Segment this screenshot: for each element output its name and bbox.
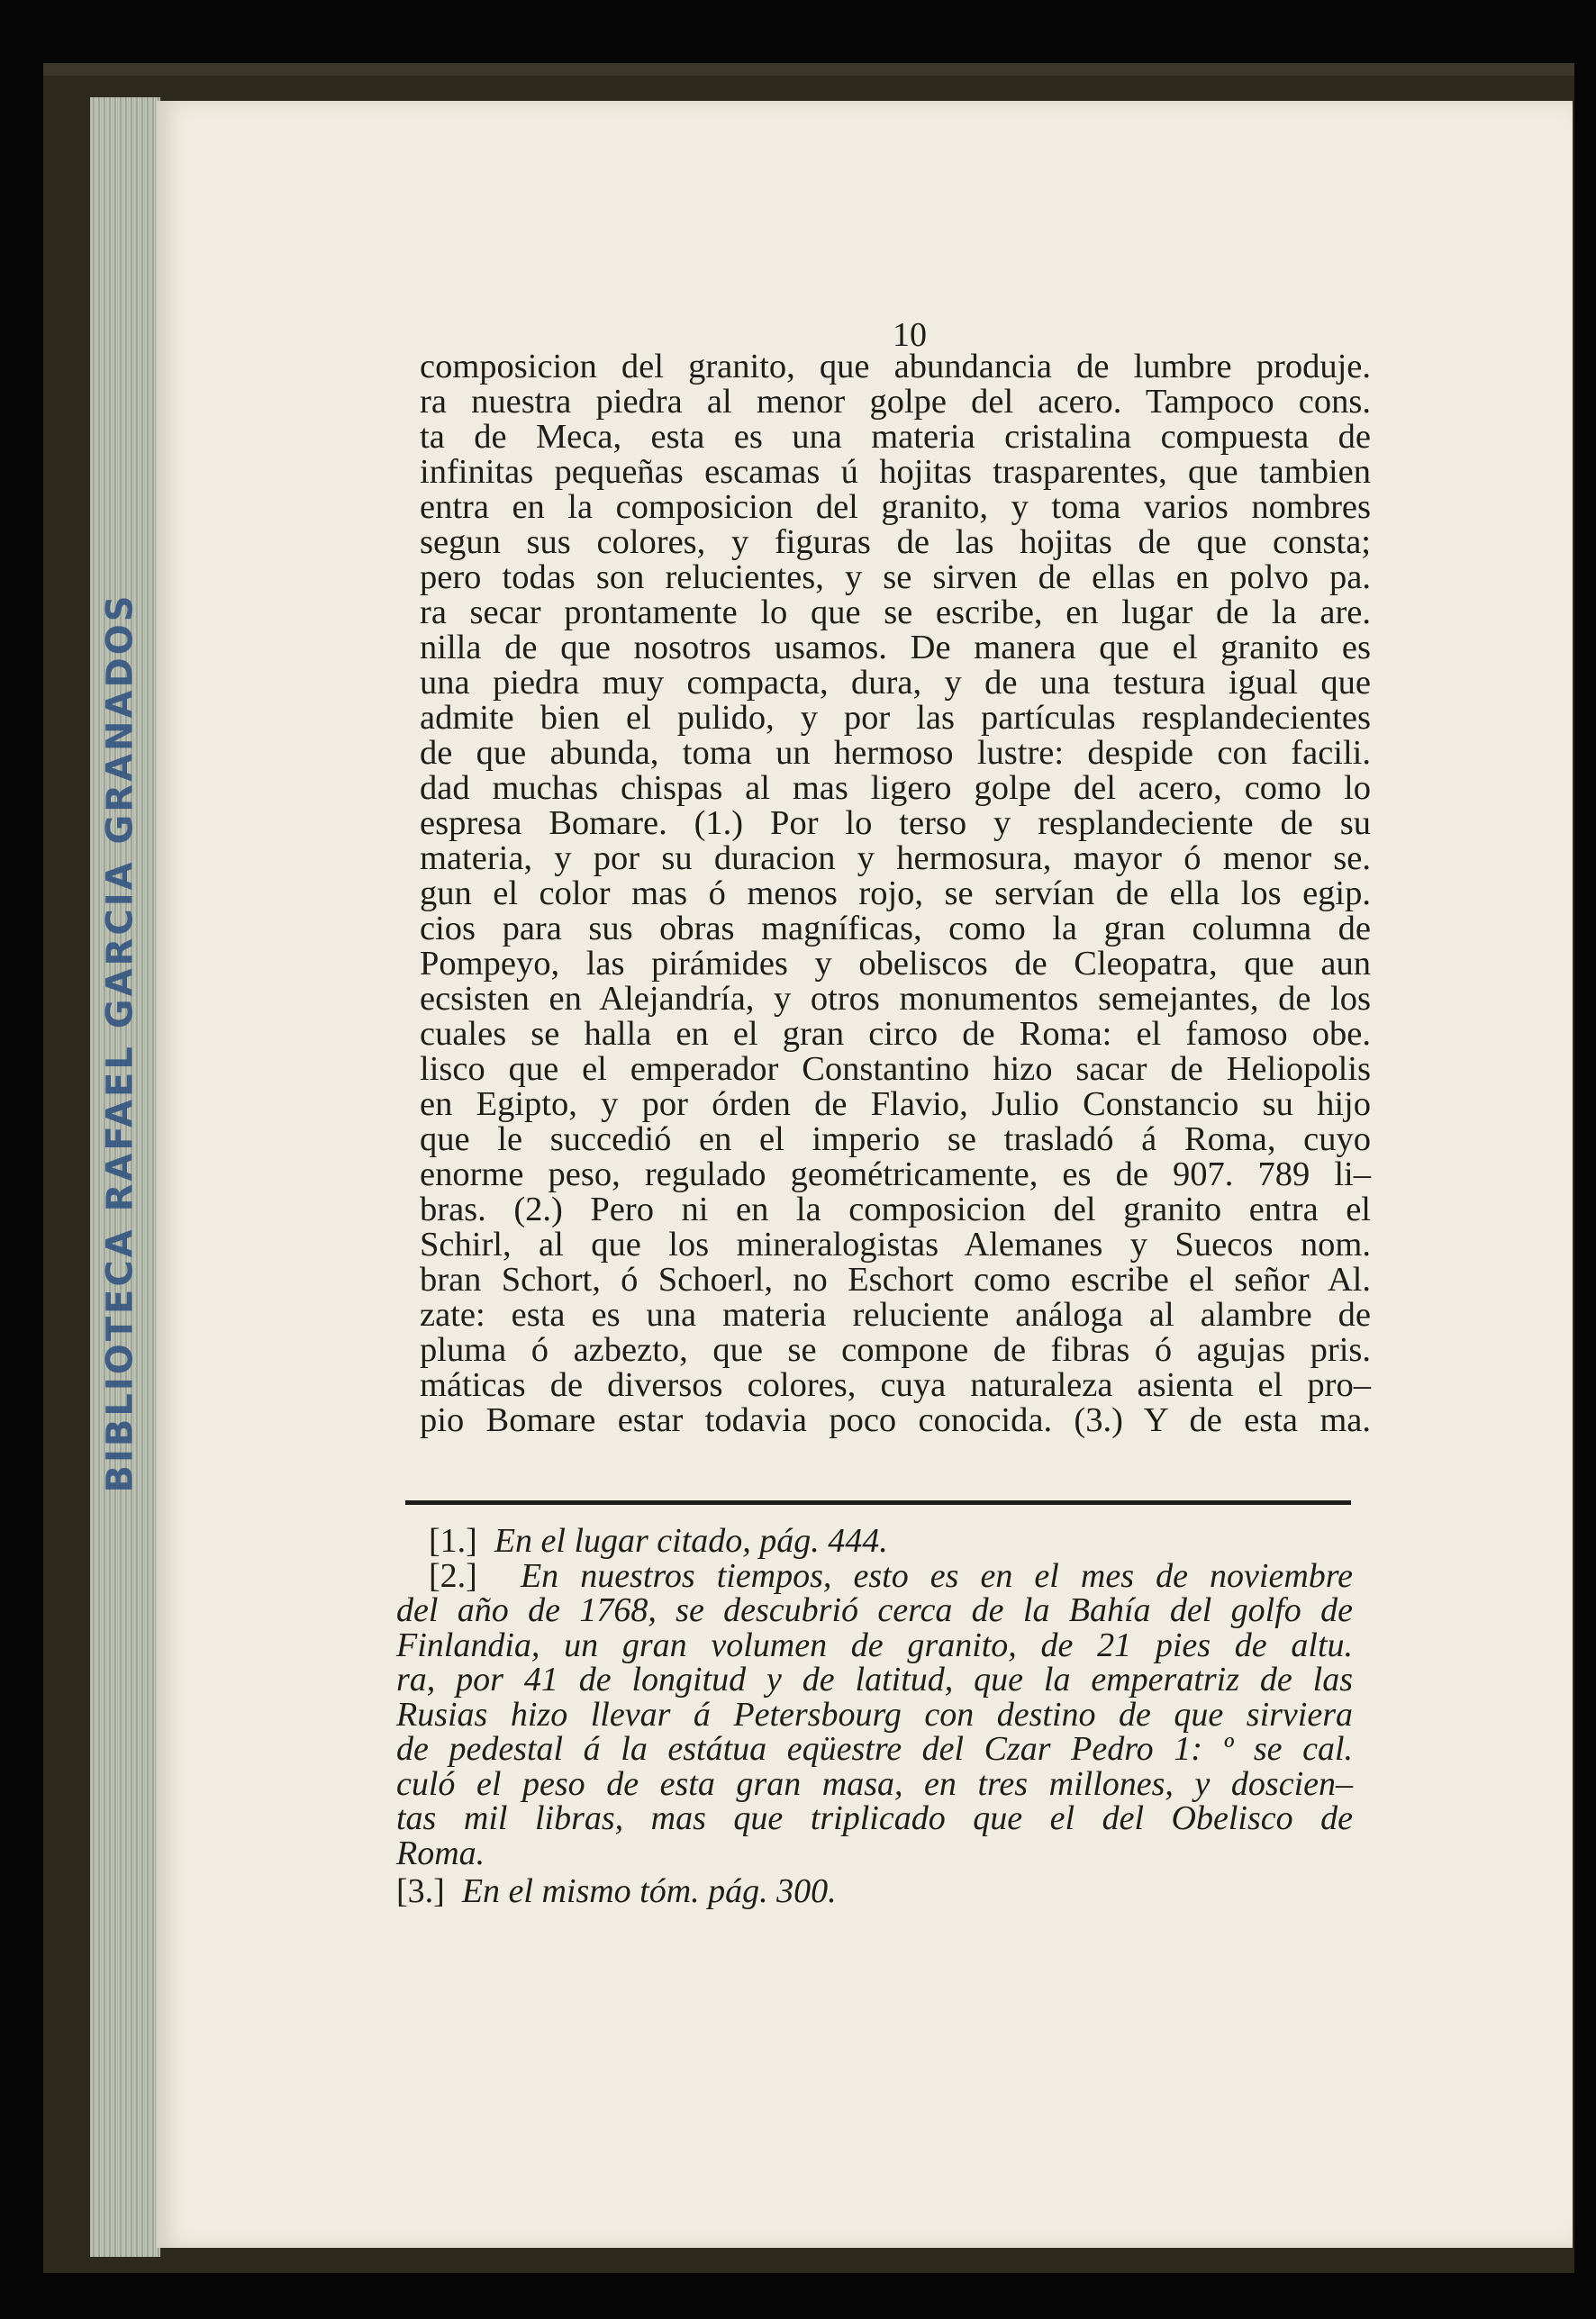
text-line: máticas de diversos colores, cuya naturaleza asienta el pro– — [420, 1366, 1371, 1404]
text-line: de que abunda, toma un hermoso lustre: despide con facili. — [420, 734, 1371, 772]
text-line: Pompeyo, las pirámides y obeliscos de Cleopatra, que aun — [420, 945, 1371, 983]
footnote-2 — [396, 1556, 1354, 1872]
text-line: enorme peso, regulado geométricamente, es de 907. 789 li– — [420, 1155, 1371, 1193]
text-line: Schirl, al que los mineralogistas Alemanes y Suecos nom. — [420, 1226, 1371, 1264]
text-line: materia, y por su duracion y hermosura, mayor ó menor se. — [420, 839, 1371, 877]
text-line: bran Schort, ó Schoerl, no Eschort como escribe el señor Al. — [420, 1261, 1371, 1299]
text-line: lisco que el emperador Constantino hizo sacar de Heliopolis — [420, 1050, 1371, 1088]
page-edges — [90, 97, 160, 2257]
text-line: nilla de que nosotros usamos. De manera que el granito es — [420, 629, 1371, 666]
text-line: infinitas pequeñas escamas ú hojitas trasparentes, que tambien — [420, 453, 1371, 491]
footnotes — [396, 1524, 1353, 1909]
footnote-separator — [405, 1500, 1351, 1505]
text-line: en Egipto, y por órden de Flavio, Julio Constancio su hijo — [420, 1085, 1371, 1123]
text-line: zate: esta es una materia reluciente análoga al alambre de — [420, 1296, 1371, 1334]
text-line: que le succedió en el imperio se trasladó á Roma, cuyo — [420, 1120, 1371, 1158]
footnote-line: Rusias hizo llevar á Petersbourg con destino de que sirviera — [396, 1695, 1353, 1734]
footnote-marker: [1.] — [429, 1522, 477, 1560]
text-line: admite bien el pulido, y por las partículas resplandecientes — [420, 699, 1371, 737]
footnote-line: tas mil libras, mas que triplicado que el del Obelisco de — [396, 1799, 1353, 1837]
footnote-text: En el mismo tóm. pág. 300. — [461, 1872, 837, 1910]
text-line: entra en la composicion del granito, y toma varios nombres — [420, 488, 1371, 526]
text-line: ecsisten en Alejandría, y otros monumentos semejantes, de los — [420, 980, 1371, 1018]
footnote-marker: [3.] — [396, 1872, 445, 1910]
text-line: pluma ó azbezto, que se compone de fibras ó agujas pris. — [420, 1331, 1371, 1369]
text-line: ra nuestra piedra al menor golpe del acero. Tampoco cons. — [420, 383, 1371, 421]
text-line: ra secar prontamente lo que se escribe, en lugar de la are. — [420, 593, 1371, 631]
text-line: pero todas son relucientes, y se sirven de ellas en polvo pa. — [420, 558, 1371, 596]
text-line: espresa Bomare. (1.) Por lo terso y resplandeciente de su — [420, 804, 1371, 842]
text-line: cuales se halla en el gran circo de Roma: el famoso obe. — [420, 1015, 1371, 1053]
text-line: segun sus colores, y figuras de las hojitas de que consta; — [420, 523, 1371, 561]
text-line: pio Bomare estar todavia poco conocida. (3.) Y de esta ma. — [420, 1401, 1371, 1439]
footnote-3 — [396, 1874, 1353, 1909]
footnote-line: Roma. — [396, 1834, 485, 1872]
text-line: cios para sus obras magníficas, como la gran columna de — [420, 910, 1371, 947]
footnote-line: Finlandia, un gran volumen de granito, de 21 pies de altu. — [396, 1626, 1353, 1664]
footnote-1 — [396, 1524, 1353, 1559]
library-stamp: BIBLIOTECA RAFAEL GARCIA GRANADOS — [100, 593, 141, 1493]
body-text — [420, 349, 1371, 1438]
footnote-line: de pedestal á la estátua eqüestre del Czar Pedro 1: º se cal. — [396, 1730, 1353, 1768]
page-number: 10 — [893, 316, 927, 354]
text-line: gun el color mas ó menos rojo, se servían de ella los egip. — [420, 874, 1371, 912]
text-line: dad muchas chispas al mas ligero golpe del acero, como lo — [420, 769, 1371, 807]
text-line: bras. (2.) Pero ni en la composicion del granito entra el — [420, 1191, 1371, 1228]
footnote-line: [2.] En nuestros tiempos, esto es en el mes de noviembre — [429, 1556, 1354, 1595]
footnote-marker: [2.] — [429, 1556, 477, 1595]
footnote-line: del año de 1768, se descubrió cerca de la Bahía del golfo de — [396, 1591, 1353, 1629]
footnote-line: ra, por 41 de longitud y de latitud, que la emperatriz de las — [396, 1661, 1353, 1698]
footnote-text: En el lugar citado, pág. 444. — [494, 1522, 888, 1560]
text-line: ta de Meca, esta es una materia cristalina compuesta de — [420, 418, 1371, 456]
text-line: una piedra muy compacta, dura, y de una testura igual que — [420, 664, 1371, 702]
text-line: composicion del granito, que abundancia de lumbre produje. — [420, 348, 1371, 385]
footnote-line: culó el peso de esta gran masa, en tres millones, y doscien– — [396, 1764, 1353, 1803]
